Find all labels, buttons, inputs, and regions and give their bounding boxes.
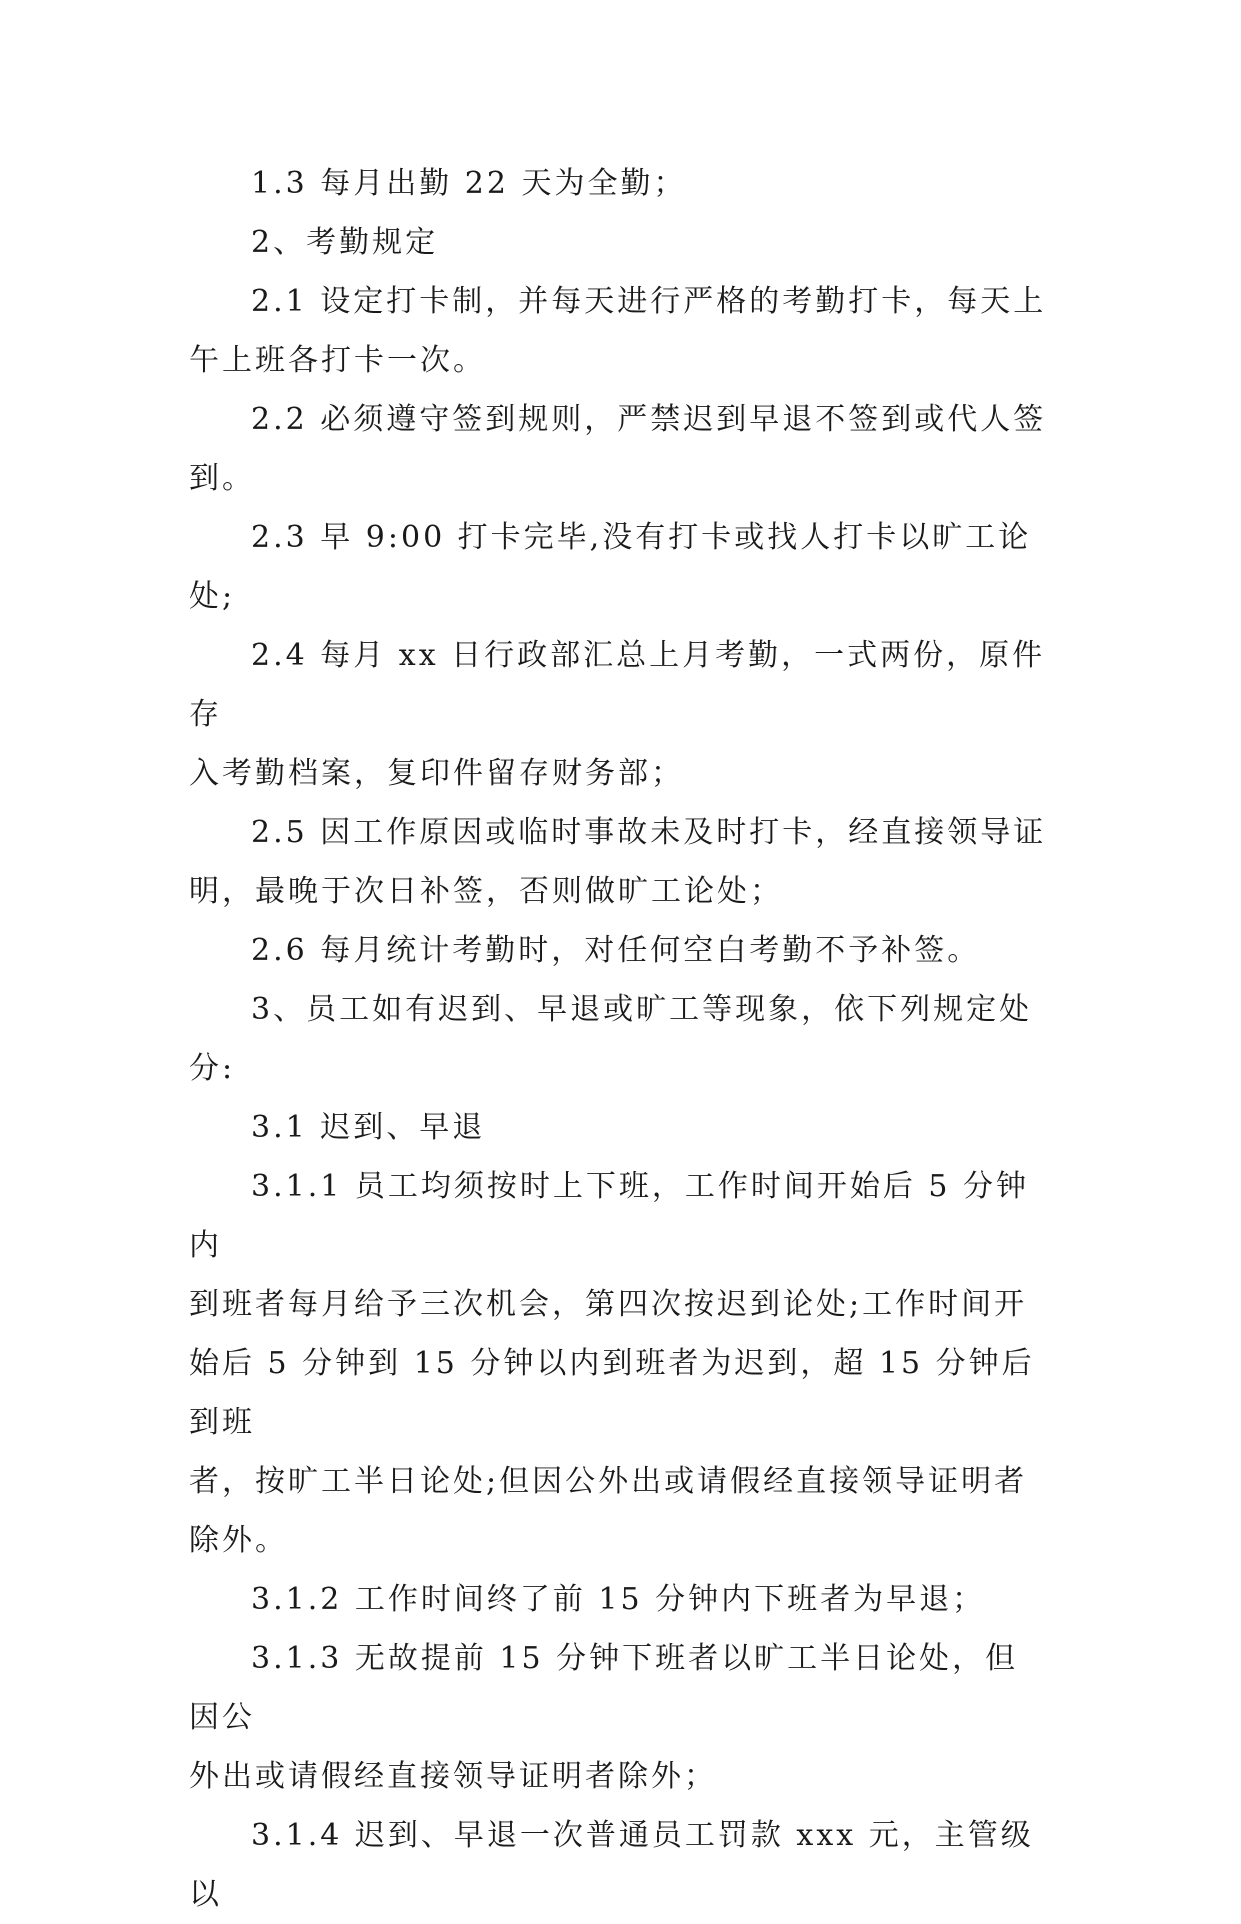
paragraph-3-1 [189,1098,1051,1157]
text-line: 外出或请假经直接领导证明者除外； [189,1759,717,1794]
text-line: 始后 5 分钟到 15 分钟以内到班者为迟到，超 15 分钟后到班 [189,1346,1035,1440]
section-heading-3 [189,980,1051,1098]
text-line: 午上班各打卡一次。 [189,343,486,378]
text-line: 3.1 迟到、早退 [251,1110,486,1145]
paragraph-1-3 [189,154,1051,213]
section-heading-2 [189,213,1051,272]
paragraph-2-1 [189,272,1051,390]
text-line: 2、考勤规定 [251,225,439,260]
paragraph-3-1-4 [189,1806,1051,1924]
paragraph-2-2 [189,390,1051,508]
text-line: 3.1.3 无故提前 15 分钟下班者以旷工半日论处，但因公 [189,1641,1019,1735]
text-line: 者，按旷工半日论处;但因公外出或请假经直接领导证明者 [189,1464,1028,1499]
text-line: 2.6 每月统计考勤时，对任何空白考勤不予补签。 [251,933,981,968]
text-line: 2.3 早 9:00 打卡完毕,没有打卡或找人打卡以旷工论处; [189,520,1032,614]
paragraph-3-1-3 [189,1629,1051,1806]
text-line: 1.3 每月出勤 22 天为全勤； [251,166,687,201]
text-line: 2.5 因工作原因或临时事故未及时打卡，经直接领导证 [251,815,1047,850]
text-line: 到。 [189,461,255,496]
text-line: 明，最晚于次日补签，否则做旷工论处； [189,874,783,909]
text-line: 入考勤档案，复印件留存财务部； [189,756,684,791]
document-body [189,154,1051,1924]
paragraph-2-5 [189,803,1051,921]
paragraph-2-3 [189,508,1051,626]
text-line: 3.1.2 工作时间终了前 15 分钟内下班者为早退； [251,1582,986,1617]
text-line: 2.1 设定打卡制，并每天进行严格的考勤打卡，每天上 [251,284,1047,319]
text-line: 到班者每月给予三次机会，第四次按迟到论处;工作时间开 [189,1287,1028,1322]
text-line: 除外。 [189,1523,288,1558]
text-line: 3.1.1 员工均须按时上下班，工作时间开始后 5 分钟内 [189,1169,1030,1263]
text-line: 3.1.4 迟到、早退一次普通员工罚款 xxx 元，主管级以 [189,1818,1034,1912]
text-line: 2.2 必须遵守签到规则，严禁迟到早退不签到或代人签 [251,402,1047,437]
text-line: 2.4 每月 xx 日行政部汇总上月考勤，一式两份，原件存 [189,638,1046,732]
text-line: 3、员工如有迟到、早退或旷工等现象，依下列规定处 [251,992,1033,1027]
text-line: 分: [189,1051,236,1086]
paragraph-3-1-2 [189,1570,1051,1629]
paragraph-3-1-1 [189,1157,1051,1570]
paragraph-2-4 [189,626,1051,803]
paragraph-2-6 [189,921,1051,980]
